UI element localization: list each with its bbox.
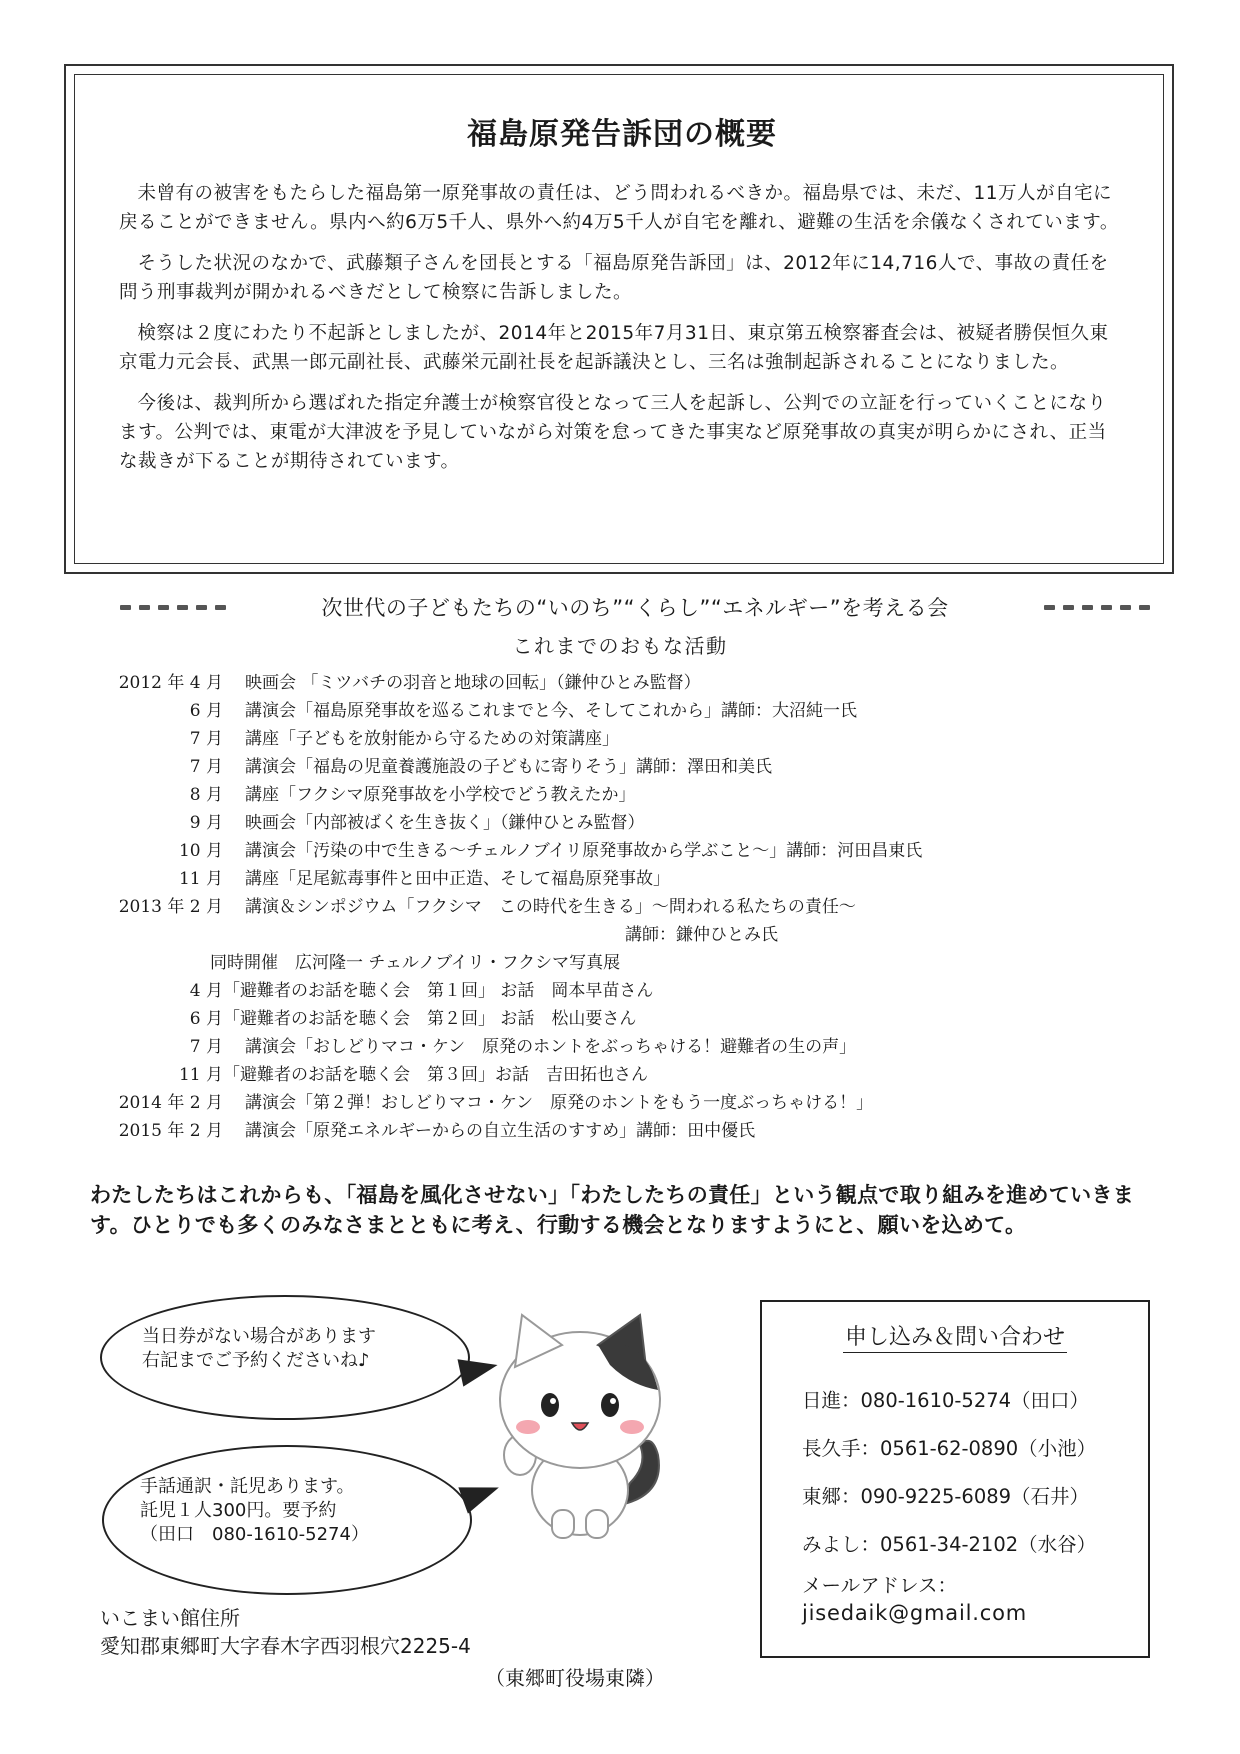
overview-paragraph-1: 未曾有の被害をもたらした福島第一原発事故の責任は、どう問われるべきか。福島県では、未だ、11万人が自宅に戻ることができません。県内へ約6万5千人、県外へ約4万5千人が自宅を離れ、避難の生活を余儀なくされています。 [119, 183, 1119, 233]
activity-date: 11 月 [178, 1065, 223, 1085]
dash-divider-left [120, 605, 226, 610]
contact-phone-nisshin[interactable]: 日進：080-1610-5274（田口） [802, 1389, 1090, 1412]
activity-concurrent-row [88, 949, 1168, 977]
dash-divider-right [1044, 605, 1150, 610]
activity-row [88, 865, 1168, 893]
activity-text: 講演会「福島原発事故を巡るこれまでと今、そしてこれから」講師：大沼純一氏 [245, 701, 857, 721]
organization-name: 次世代の子どもたちの“いのち”“くらし”“エネルギー”を考える会 [321, 596, 949, 620]
activity-text: 「避難者のお話を聴く会 第１回」 お話 岡本早苗さん [223, 981, 654, 1001]
bubble-line: 右記までご予約くださいね♪ [142, 1350, 370, 1371]
contact-title: 申し込み＆問い合わせ [802, 1320, 1108, 1351]
activity-row [88, 1005, 1168, 1033]
bubble-line: 当日券がない場合があります [142, 1326, 376, 1347]
activity-row [88, 837, 1168, 865]
activity-text: 映画会「内部被ばくを生き抜く」（鎌仲ひとみ監督） [245, 813, 645, 833]
activity-row [88, 893, 1168, 921]
bubble-line: （田口 080-1610-5274） [140, 1524, 369, 1545]
overview-paragraph-4: 今後は、裁判所から選ばれた指定弁護士が検察官役となって三人を起訴し、公判での立証を行っていくことになります。公判では、東電が大津波を予見していながら対策を怠ってきた事実など原発事故の真実が明らかにされ、正当な裁きが下ることが期待されています。 [119, 393, 1107, 472]
venue-note: （東郷町役場東隣） [485, 1666, 665, 1690]
closing-statement: わたしたちはこれからも、「福島を風化させない」「わたしたちの責任」という観点で取り組みを進めていきます。ひとりでも多くのみなさまとともに考え、行動する機会となりますようにと、願いを込めて。 [90, 1183, 1134, 1237]
activity-row [88, 1117, 1168, 1145]
activity-date: 6 月 [189, 701, 223, 721]
activity-text: 「避難者のお話を聴く会 第３回」お話 吉田拓也さん [223, 1065, 648, 1085]
activity-date: 11 月 [178, 869, 223, 889]
activity-text: 講演会「第２弾！おしどりマコ・ケン 原発のホントをもう一度ぶっちゃける！」 [245, 1093, 874, 1113]
activity-date: 2014 年 2 月 [118, 1093, 223, 1113]
activity-date: 6 月 [189, 1009, 223, 1029]
activity-date: 7 月 [189, 729, 223, 749]
activity-text: 講座「足尾鉱毒事件と田中正造、そして福島原発事故」 [245, 869, 670, 889]
activities-list [88, 669, 1168, 1145]
contact-box [760, 1300, 1150, 1658]
activity-row [88, 697, 1168, 725]
activity-text: 講座「子どもを放射能から守るための対策講座」 [245, 729, 619, 749]
activity-row [88, 781, 1168, 809]
overview-box-outer [64, 64, 1174, 574]
activity-row [88, 977, 1168, 1005]
contact-email-label: メールアドレス： [802, 1574, 958, 1597]
activity-date: 4 月 [189, 981, 223, 1001]
bubble-line: 託児１人300円。要予約 [140, 1500, 337, 1521]
contact-email[interactable]: jisedaik@gmail.com [802, 1601, 1027, 1625]
overview-paragraph-3: 検察は２度にわたり不起訴としましたが、2014年と2015年7月31日、東京第五検察審査会は、被疑者勝俣恒久東京電力元会長、武黒一郎元副社長、武藤栄元副社長を起訴議決とし、三名は強制起訴されることになりました。 [119, 323, 1109, 373]
activity-row [88, 1089, 1168, 1117]
activity-text: 講演会「原発エネルギーからの自立生活のすすめ」講師：田中優氏 [245, 1121, 756, 1141]
activity-row [88, 669, 1168, 697]
contact-phone-nagakute[interactable]: 長久手：0561-62-0890（小池） [802, 1437, 1097, 1460]
activity-date: 9 月 [189, 813, 223, 833]
bubble-line: 手話通訳・託児あります。 [140, 1476, 355, 1497]
activity-text: 講演会「福島の児童養護施設の子どもに寄りそう」講師：澤田和美氏 [245, 757, 772, 777]
organization-header [120, 592, 1150, 622]
venue-address-block [100, 1604, 471, 1660]
cat-mascot-icon [480, 1305, 680, 1545]
overview-paragraph-2: そうした状況のなかで、武藤類子さんを団長とする「福島原発告訴団」は、2012年に14,716人で、事故の責任を問う刑事裁判が開かれるべきだとして検察に告訴しました。 [119, 253, 1109, 303]
activity-row [88, 809, 1168, 837]
activity-text: 講演＆シンポジウム「フクシマ この時代を生きる」～問われる私たちの責任～ [245, 897, 856, 917]
speech-bubble-childcare [102, 1445, 472, 1595]
activity-row [88, 725, 1168, 753]
overview-box [74, 74, 1164, 564]
activity-row [88, 1033, 1168, 1061]
venue-address: 愛知郡東郷町大字春木字西羽根穴2225-4 [100, 1634, 471, 1658]
activity-date: 2015 年 2 月 [118, 1121, 223, 1141]
activity-text: 講演会「おしどりマコ・ケン 原発のホントをぶっちゃける！避難者の生の声」 [245, 1037, 857, 1057]
contact-phone-miyoshi[interactable]: みよし：0561-34-2102（水谷） [802, 1533, 1097, 1556]
activities-title: これまでのおもな活動 [512, 634, 728, 658]
activity-date: 7 月 [189, 1037, 223, 1057]
activity-date: 2012 年 4 月 [118, 673, 223, 693]
activity-date: 2013 年 2 月 [118, 897, 223, 917]
speech-bubble-ticket [100, 1295, 470, 1420]
activity-text: 講座「フクシマ原発事故を小学校でどう教えたか」 [245, 785, 636, 805]
activity-row [88, 753, 1168, 781]
activity-date: 10 月 [178, 841, 223, 861]
activity-date: 7 月 [189, 757, 223, 777]
activity-row [88, 1061, 1168, 1089]
venue-label: いこまい館住所 [100, 1606, 240, 1630]
activity-concurrent: 同時開催 広河隆一 チェルノブイリ・フクシマ写真展 [210, 953, 621, 973]
contact-phone-togo[interactable]: 東郷：090-9225-6089（石井） [802, 1485, 1090, 1508]
activity-date: 8 月 [189, 785, 223, 805]
activity-text: 映画会 「ミツバチの羽音と地球の回転」（鎌仲ひとみ監督） [245, 673, 701, 693]
activity-lecturer-row [88, 921, 1168, 949]
activity-lecturer: 講師：鎌仲ひとみ氏 [625, 925, 778, 945]
activity-text: 「避難者のお話を聴く会 第２回」 お話 松山要さん [223, 1009, 637, 1029]
activity-text: 講演会「汚染の中で生きる～チェルノブイリ原発事故から学ぶこと～」講師：河田昌東氏 [245, 841, 923, 861]
overview-title: 福島原発告訴団の概要 [467, 117, 777, 152]
